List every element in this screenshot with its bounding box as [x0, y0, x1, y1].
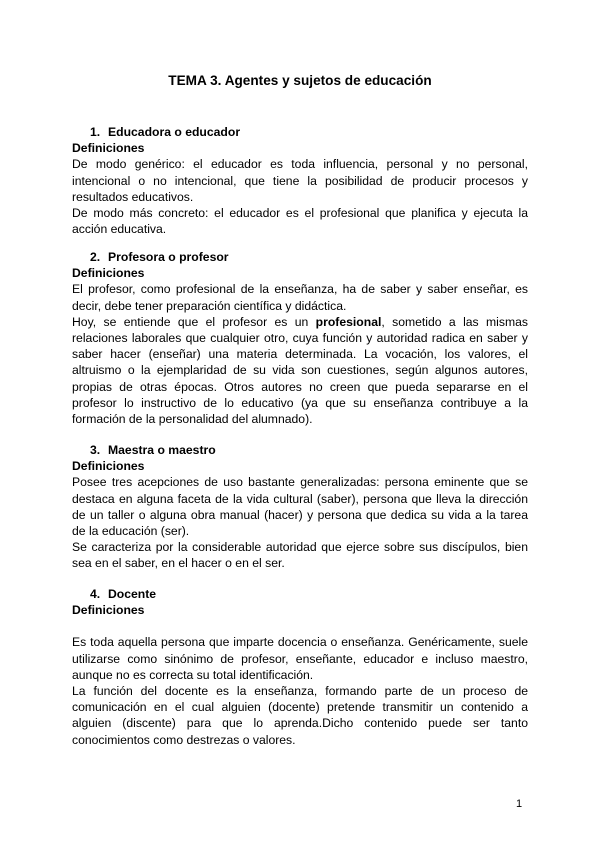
- subheading-definiciones: Definiciones: [72, 266, 145, 281]
- section-educador: [72, 124, 528, 237]
- subheading-definiciones: Definiciones: [72, 459, 145, 474]
- section-heading: [72, 249, 528, 265]
- subheading-definiciones: Definiciones: [72, 603, 145, 618]
- paragraph: De modo genérico: el educador es toda influencia, personal y no personal, intencional o no intencional, que tiene la posibilidad de producir procesos y resultados educativos.: [72, 157, 528, 204]
- page-number: 1: [516, 798, 523, 810]
- section-maestro: [72, 442, 528, 572]
- section-title: Profesora o profesor: [108, 250, 229, 264]
- section-number: 4.: [90, 587, 101, 601]
- section-title: Educadora o educador: [108, 125, 241, 139]
- paragraph-text: , sometido a las mismas relaciones laborales que cualquier otro, cuya función y autoridad radica en saber y saber hacer (enseñar) una materia determinada. La vocación, los valores, el altruismo o la ejemplaridad de su vida son cuestiones, según algunos autores, propias de otras épocas. Otros autores no creen que pueda separarse en el profesor lo instructivo de lo educativo (ya que su enseñanza contribuye a la formación de la personalidad del alumnado).: [72, 314, 528, 427]
- paragraph: [72, 314, 528, 427]
- paragraph-text: Hoy, se entiende que el profesor es un: [72, 314, 316, 329]
- blank-line: [72, 618, 528, 634]
- paragraph: La función del docente es la enseñanza, formando parte de un proceso de comunicación en el cual alguien (docente) pretende transmitir un contenido a alguien (discente) para que lo aprenda.Dicho contenido puede ser tanto conocimientos como destrezas o valores.: [72, 684, 528, 747]
- section-title: Maestra o maestro: [108, 443, 216, 457]
- paragraph: De modo más concreto: el educador es el profesional que planifica y ejecuta la acción educativa.: [72, 206, 528, 237]
- section-title: Docente: [108, 587, 157, 601]
- section-number: 1.: [90, 125, 101, 139]
- section-number: 2.: [90, 250, 101, 264]
- paragraph: El profesor, como profesional de la enseñanza, ha de saber y saber enseñar, es decir, debe tener preparación científica y didáctica.: [72, 282, 528, 313]
- paragraph: Se caracteriza por la considerable autoridad que ejerce sobre sus discípulos, bien sea en el saber, en el hacer o en el ser.: [72, 540, 528, 571]
- bold-term: profesional: [315, 314, 382, 329]
- section-heading: [72, 124, 528, 140]
- section-number: 3.: [90, 443, 101, 457]
- subheading-definiciones: Definiciones: [72, 141, 145, 156]
- paragraph: Posee tres acepciones de uso bastante generalizadas: persona eminente que se destaca en alguna faceta de la vida cultural (saber), persona que lleva la dirección de un taller o alguna obra manual (hacer) y persona que dedica su vida a la tarea de la educación (ser).: [72, 475, 528, 539]
- section-docente: [72, 586, 528, 748]
- section-heading: [72, 442, 528, 458]
- paragraph: Es toda aquella persona que imparte docencia o enseñanza. Genéricamente, suele utilizarse como sinónimo de profesor, enseñante, educador e incluso maestro, aunque no es correcta su total identificación.: [72, 635, 528, 682]
- section-profesor: [72, 249, 528, 427]
- section-heading: [72, 586, 528, 602]
- page-title: TEMA 3. Agentes y sujetos de educación: [168, 73, 432, 88]
